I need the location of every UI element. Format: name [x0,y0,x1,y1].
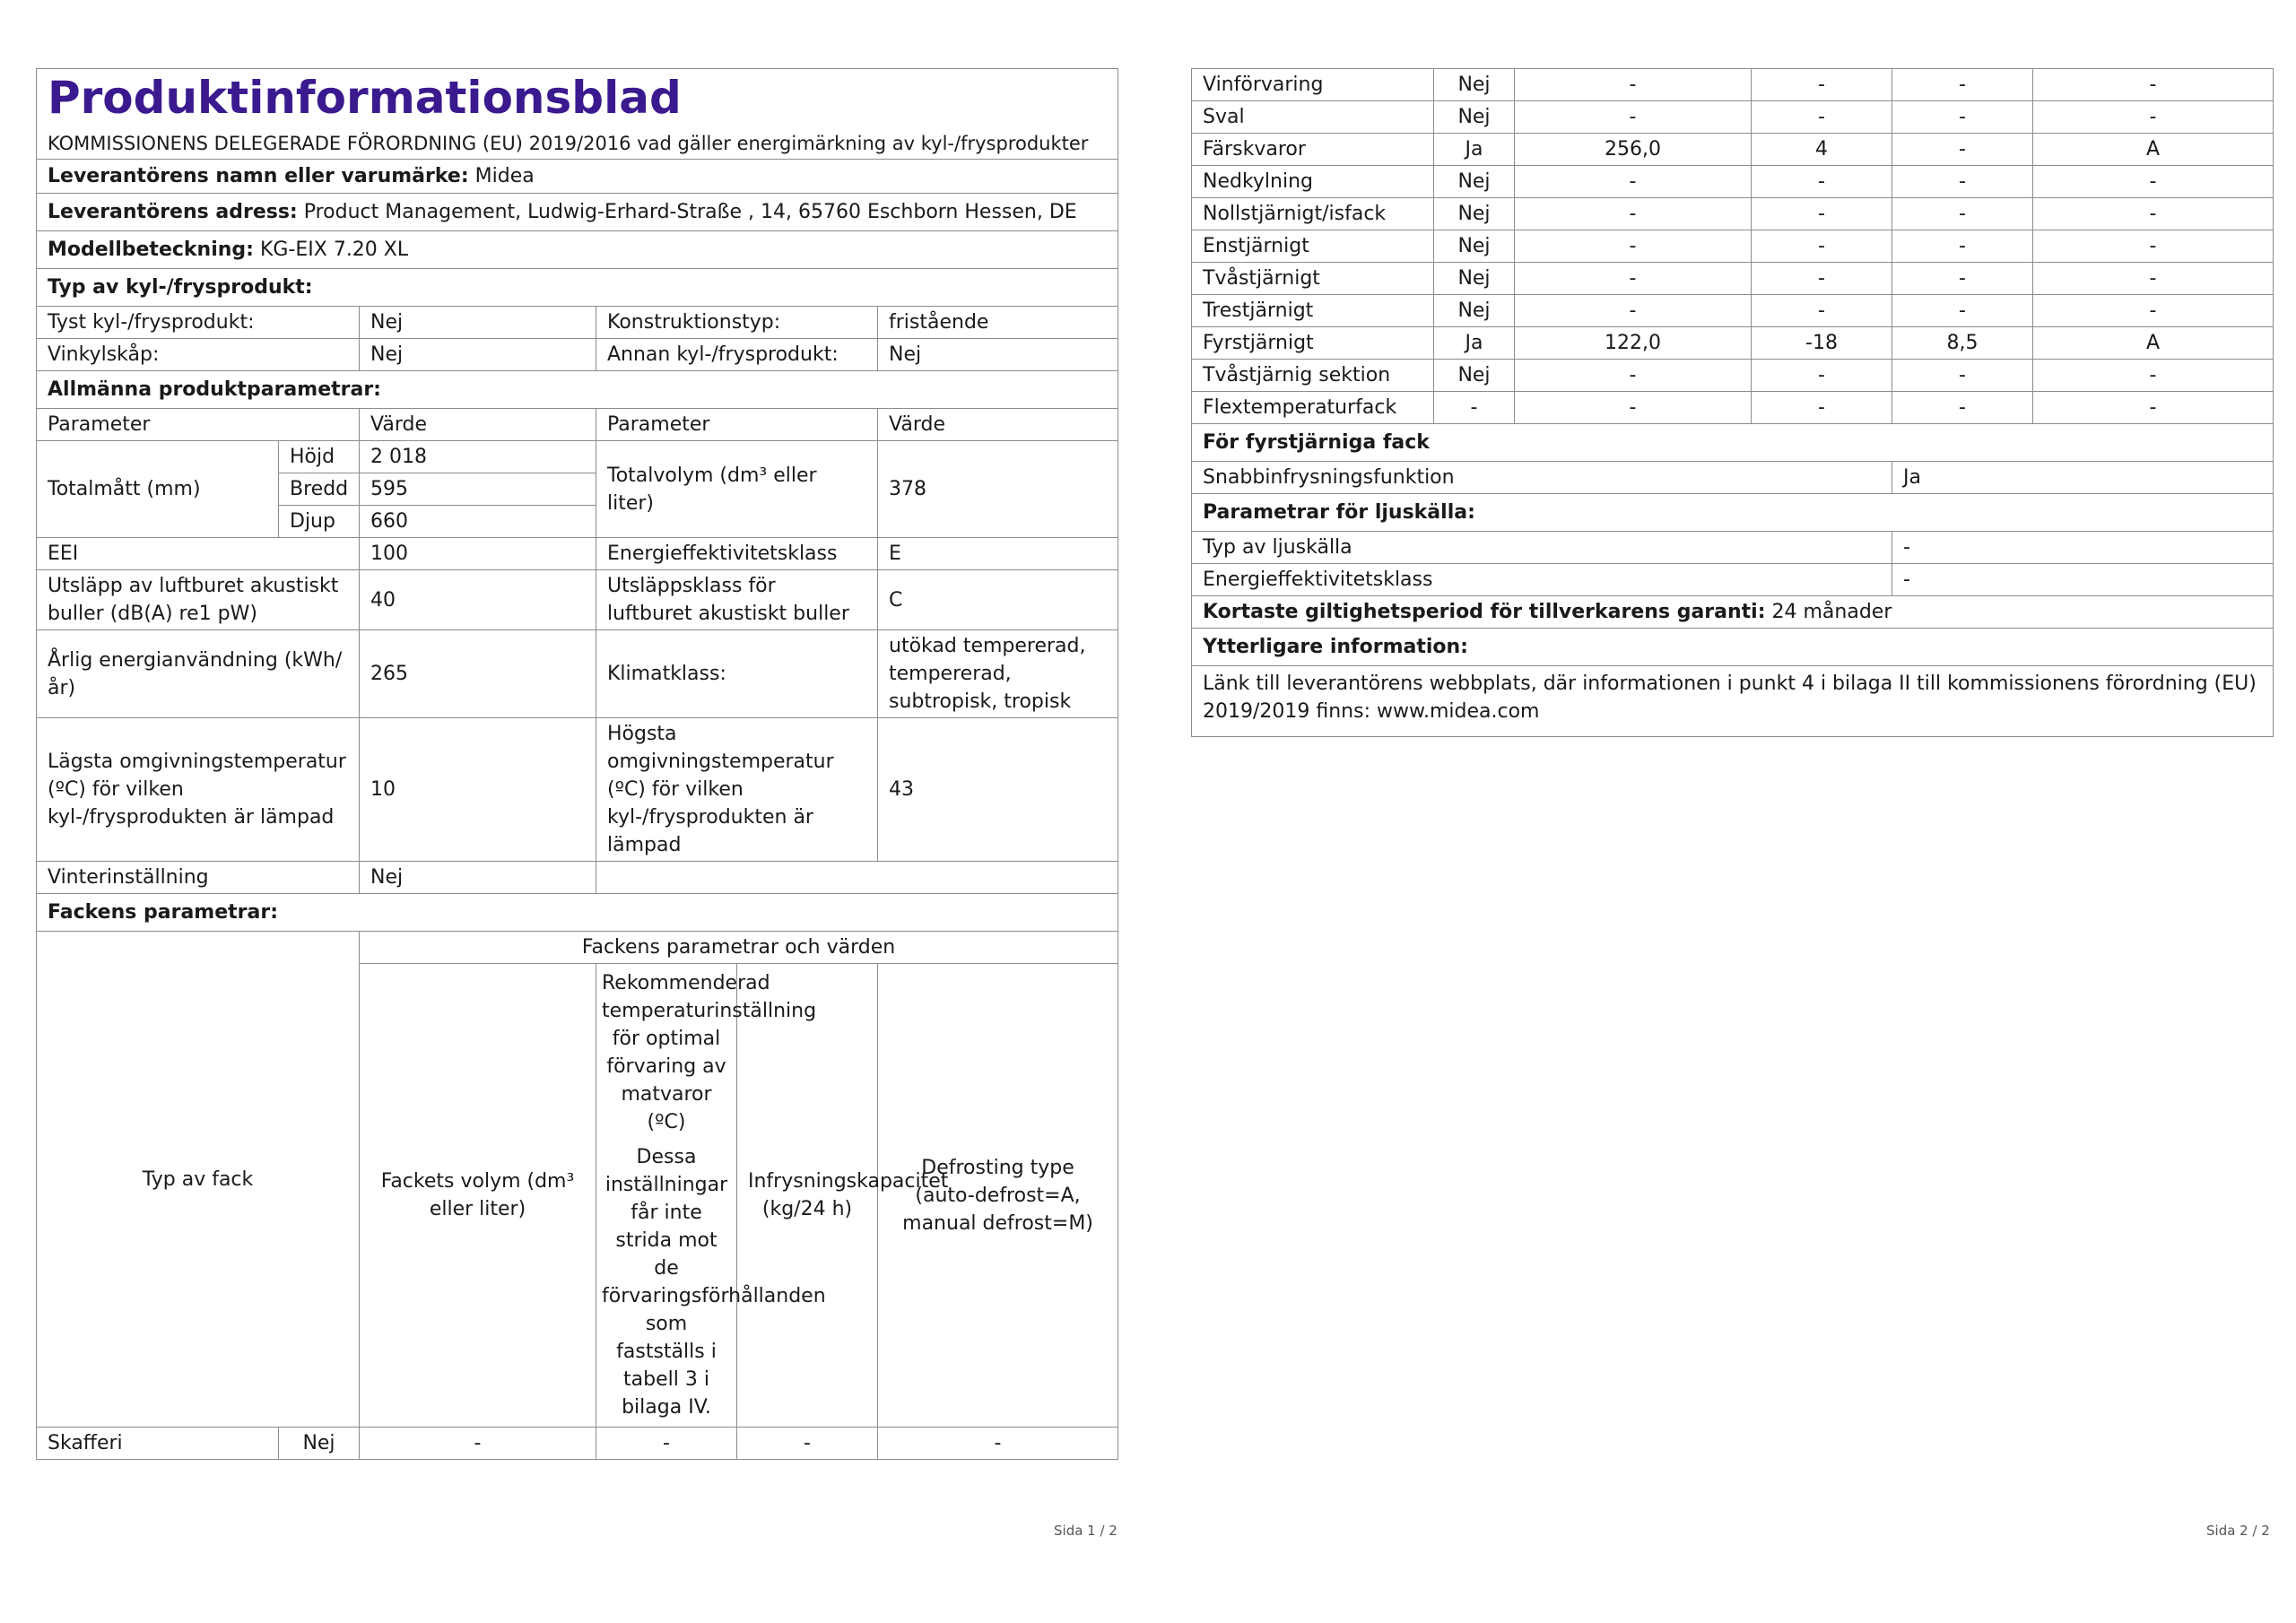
quiet-label: Tyst kyl-/frysprodukt: [37,307,360,339]
winter-setting-value: Nej [360,862,596,894]
col-header-temp [596,964,826,1428]
col-header-volume: Fackets volym (dm³ eller liter) [360,964,596,1428]
min-temp-label: Lägsta omgivningstemperatur (ºC) för vilken kyl-/frysprodukten är lämpad [37,718,360,862]
compartment-name: Trestjärnigt [1192,295,1434,327]
total-volume-label: Totalvolym (dm³ eller liter) [596,441,878,538]
compartment-temp: - [1752,69,1892,101]
compartment-defrost: - [2033,392,2274,424]
additional-info-row [1192,666,2274,737]
warranty-label: Kortaste giltighetsperiod för tillverkarens garanti: [1203,601,1766,623]
compartment-name: Vinförvaring [1192,69,1434,101]
depth-value: 660 [360,506,596,538]
compartment-defrost: - [2033,69,2274,101]
col-header-compartment-type: Typ av fack [37,932,360,1428]
compartment-name: Enstjärnigt [1192,230,1434,263]
compartment-name: Tvåstjärnig sektion [1192,360,1434,392]
compartment-temp: - [1752,166,1892,198]
table-row [1192,360,2274,392]
min-temp-value: 10 [360,718,596,862]
model-label: Modellbeteckning: [48,239,254,261]
climate-class-label: Klimatklass: [596,630,878,718]
total-volume-value: 378 [878,441,1118,538]
supplier-name-label: Leverantörens namn eller varumärke: [48,165,469,187]
compartments-heading: Fackens parametrar: [37,894,1118,932]
col-header-value-2: Värde [878,409,1118,441]
compartment-present: - [1434,392,1515,424]
compartment-name: Sval [1192,101,1434,134]
fast-freeze-label: Snabbinfrysningsfunktion [1192,462,1892,494]
compartment-defrost: A [2033,327,2274,360]
supplier-name-value: Midea [474,165,535,187]
quiet-value: Nej [360,307,596,339]
other-product-value: Nej [878,339,1118,371]
compartment-volume: - [1515,166,1752,198]
max-temp-label: Högsta omgivningstemperatur (ºC) för vilken kyl-/frysprodukten är lämpad [596,718,878,862]
other-product-label: Annan kyl-/frysprodukt: [596,339,878,371]
compartment-defrost: - [878,1428,1118,1460]
supplier-website-link[interactable]: www.midea.com [1377,700,1540,723]
eei-value: 100 [360,538,596,570]
eei-label: EEI [37,538,360,570]
compartment-present: Ja [1434,327,1515,360]
compartment-temp: - [1752,198,1892,230]
table-row [1192,263,2274,295]
dimensions-label: Totalmått (mm) [37,441,279,538]
max-temp-value: 43 [878,718,1118,862]
light-class-label: Energieffektivitetsklass [1192,564,1892,596]
table-row [1192,230,2274,263]
compartment-temp: 4 [1752,134,1892,166]
compartment-name: Nedkylning [1192,166,1434,198]
compartment-name: Nollstjärnigt/isfack [1192,198,1434,230]
compartment-temp: - [1752,101,1892,134]
compartment-name: Fyrstjärnigt [1192,327,1434,360]
additional-info-text: Länk till leverantörens webbplats, där informationen i punkt 4 i bilaga II till kommissionens förordning (EU) 2019/2019 finns: [1203,673,2257,723]
compartment-volume: - [1515,263,1752,295]
compartment-freeze: - [1892,166,2033,198]
table-row [1192,295,2274,327]
compartment-name: Tvåstjärnigt [1192,263,1434,295]
table-row [1192,134,2274,166]
supplier-address-label: Leverantörens adress: [48,201,298,223]
table-row [1192,392,2274,424]
compartment-defrost: - [2033,198,2274,230]
compartment-defrost: - [2033,166,2274,198]
energy-class-value: E [878,538,1118,570]
page-number-1: Sida 1 / 2 [1054,1523,1118,1539]
compartment-name: Flextemperaturfack [1192,392,1434,424]
page-number-2: Sida 2 / 2 [2206,1523,2270,1539]
supplier-name-row [37,160,1118,194]
compartment-defrost: - [2033,295,2274,327]
compartment-volume: - [1515,230,1752,263]
depth-label: Djup [279,506,360,538]
compartment-volume: - [1515,198,1752,230]
compartment-defrost: - [2033,360,2274,392]
light-type-label: Typ av ljuskälla [1192,532,1892,564]
compartment-rows [1192,69,2274,424]
compartment-temp: - [596,1428,737,1460]
title-block [37,69,1118,160]
compartment-freeze: - [1892,101,2033,134]
compartment-volume: - [1515,360,1752,392]
compartment-defrost: - [2033,230,2274,263]
width-label: Bredd [279,473,360,506]
fast-freeze-value: Ja [1892,462,2274,494]
general-heading: Allmänna produktparametrar: [37,371,1118,409]
compartment-defrost: - [2033,101,2274,134]
compartment-volume: - [1515,392,1752,424]
compartment-volume: 122,0 [1515,327,1752,360]
light-type-value: - [1892,532,2274,564]
compartment-present: Nej [1434,101,1515,134]
compartment-freeze: - [1892,230,2033,263]
compartment-freeze: - [1892,392,2033,424]
supplier-address-value: Product Management, Ludwig-Erhard-Straße , 14, 65760 Eschborn Hessen, DE [303,201,1077,223]
compartment-present: Nej [1434,166,1515,198]
compartment-present: Nej [1434,230,1515,263]
width-value: 595 [360,473,596,506]
compartments-continued-table [1191,68,2274,737]
compartment-freeze: 8,5 [1892,327,2033,360]
page-1 [36,68,1118,1460]
compartment-name: Skafferi [37,1428,279,1460]
table-row [1192,166,2274,198]
noise-label: Utsläpp av luftburet akustiskt buller (dB(A) re1 pW) [37,570,360,630]
annual-energy-label: Årlig energianvändning (kWh/år) [37,630,360,718]
noise-class-label: Utsläppsklass för luftburet akustiskt buller [596,570,878,630]
compartment-volume: - [360,1428,596,1460]
col-header-temp-recommended: Rekommenderad temperaturinställning för optimal förvaring av matvaror (ºC) [602,972,817,1133]
compartment-freeze: - [1892,134,2033,166]
compartment-volume: - [1515,69,1752,101]
compartment-temp: -18 [1752,327,1892,360]
compartment-present: Nej [279,1428,360,1460]
warranty-value: 24 månader [1771,601,1892,623]
wine-cabinet-value: Nej [360,339,596,371]
compartment-temp: - [1752,392,1892,424]
construction-label: Konstruktionstyp: [596,307,878,339]
compartment-freeze: - [1892,295,2033,327]
compartment-present: Nej [1434,198,1515,230]
compartment-freeze: - [1892,69,2033,101]
compartment-volume: - [1515,101,1752,134]
model-value: KG-EIX 7.20 XL [259,239,409,261]
compartment-temp: - [1752,230,1892,263]
winter-setting-label: Vinterinställning [37,862,360,894]
compartment-freeze: - [1892,198,2033,230]
compartment-volume: - [1515,295,1752,327]
col-group-header: Fackens parametrar och värden [360,932,1118,964]
regulation-subtitle: KOMMISSIONENS DELEGERADE FÖRORDNING (EU) 2019/2016 vad gäller energimärkning av kyl-/frysprodukter [48,133,1089,154]
climate-class-value: utökad tempererad, tempererad, subtropisk, tropisk [878,630,1118,718]
document-title: Produktinformationsblad [48,72,682,124]
compartment-name: Färskvaror [1192,134,1434,166]
type-heading: Typ av kyl-/frysprodukt: [37,269,1118,307]
empty-cell [596,862,1118,894]
col-header-value: Värde [360,409,596,441]
table-row [1192,327,2274,360]
annual-energy-value: 265 [360,630,596,718]
height-value: 2 018 [360,441,596,473]
noise-value: 40 [360,570,596,630]
compartment-volume: 256,0 [1515,134,1752,166]
supplier-address-row [37,194,1118,231]
model-row [37,231,1118,269]
compartment-present: Nej [1434,295,1515,327]
compartment-freeze: - [1892,263,2033,295]
compartment-present: Nej [1434,263,1515,295]
compartment-temp: - [1752,360,1892,392]
additional-info-heading: Ytterligare information: [1192,629,2274,666]
four-star-heading: För fyrstjärniga fack [1192,424,2274,462]
construction-value: fristående [878,307,1118,339]
col-header-freezing: Infrysningskapacitet (kg/24 h) [737,964,878,1428]
light-heading: Parametrar för ljuskälla: [1192,494,2274,532]
compartment-present: Nej [1434,69,1515,101]
compartment-freeze: - [1892,360,2033,392]
noise-class-value: C [878,570,1118,630]
compartment-temp: - [1752,295,1892,327]
table-row [37,1428,1118,1460]
height-label: Höjd [279,441,360,473]
energy-class-label: Energieffektivitetsklass [596,538,878,570]
page-2 [1191,68,2273,737]
compartment-freeze: - [737,1428,878,1460]
col-header-parameter-2: Parameter [596,409,878,441]
table-row [1192,69,2274,101]
compartment-defrost: A [2033,134,2274,166]
compartment-present: Ja [1434,134,1515,166]
compartment-temp: - [1752,263,1892,295]
table-row [1192,198,2274,230]
warranty-row [1192,596,2274,629]
wine-cabinet-label: Vinkylskåp: [37,339,360,371]
col-header-defrost: Defrosting type (auto-defrost=A, manual defrost=M) [878,964,1118,1428]
compartment-present: Nej [1434,360,1515,392]
col-header-temp-note: Dessa inställningar får inte strida mot de förvaringsförhållanden som fastställs i tabell 3 i bilaga IV. [602,1146,826,1419]
table-row [1192,101,2274,134]
col-header-parameter: Parameter [37,409,360,441]
product-info-table [36,68,1118,1460]
compartment-defrost: - [2033,263,2274,295]
light-class-value: - [1892,564,2274,596]
